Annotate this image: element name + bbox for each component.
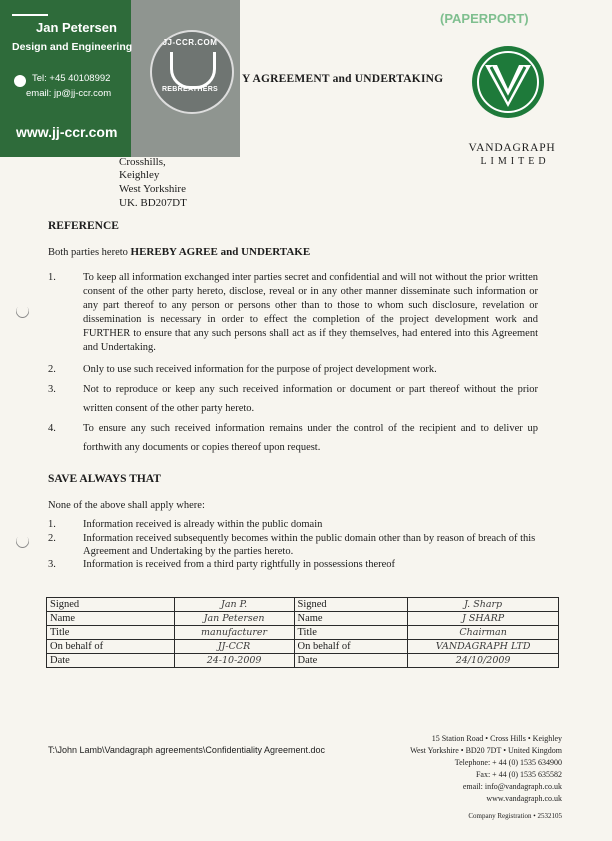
horseshoe-icon <box>170 52 216 89</box>
clause-text: To ensure any such received information remains under the control of the recipient and to deliver up forthwith any documents or copies thereof upon request. <box>83 423 538 453</box>
left-title-value: manufacturer <box>174 626 294 640</box>
exception-number: 1. <box>48 519 56 530</box>
clause-number: 4. <box>48 423 56 434</box>
footer-telephone: Telephone: + 44 (0) 1535 634900 <box>454 758 562 767</box>
exception-item <box>48 518 548 531</box>
left-date-value: 24-10-2009 <box>174 654 294 668</box>
clause-item <box>48 271 538 353</box>
signature-table <box>46 597 559 668</box>
card-subtitle: Design and Engineering <box>12 41 133 53</box>
intro-sentence <box>48 246 310 258</box>
right-name-value: J SHARP <box>408 612 559 626</box>
clause-item <box>48 363 538 377</box>
address-line: Crosshills, <box>119 156 166 168</box>
badge-top-text: JJ-CCR.COM <box>162 38 218 47</box>
address-line: UK. BD207DT <box>119 197 187 209</box>
right-signature: J. Sharp <box>408 598 559 612</box>
clause-text: Not to reproduce or keep any such received information or document or part thereof without the prior written consent of the other party hereto. <box>83 384 538 414</box>
save-always-heading: SAVE ALWAYS THAT <box>48 473 161 485</box>
file-path: T:\John Lamb\Vandagraph agreements\Confidentiality Agreement.doc <box>48 745 326 755</box>
name-row <box>47 612 559 626</box>
exception-text: Information is received from a third party rightfully in possessions thereof <box>83 559 396 570</box>
clause-item <box>48 419 538 453</box>
left-label: Date <box>47 654 175 668</box>
signature-row <box>47 598 559 612</box>
footer-address-line: West Yorkshire • BD20 7DT • United Kingdom <box>410 746 562 755</box>
left-label: Name <box>47 612 175 626</box>
exception-number: 3. <box>48 559 56 570</box>
card-name: Jan Petersen <box>36 20 117 35</box>
business-card-sticker <box>0 0 240 157</box>
left-name-value: Jan Petersen <box>174 612 294 626</box>
hole-punch-mark <box>14 75 26 87</box>
right-date-value: 24/10/2009 <box>408 654 559 668</box>
punch-hole-mark <box>13 532 31 550</box>
right-label: Title <box>294 626 408 640</box>
left-label: Signed <box>47 598 175 612</box>
exception-text: Information received subsequently becomes within the public domain other than by reason of breach of this Agreement and Undertaking by the parties hereto. <box>83 533 536 557</box>
footer-registration: Company Registration • 2532105 <box>468 812 562 820</box>
card-email: email: jp@jj-ccr.com <box>26 88 112 99</box>
right-behalf-value: VANDAGRAPH LTD <box>408 640 559 654</box>
footer-fax: Fax: + 44 (0) 1535 635582 <box>475 770 562 779</box>
right-label: Date <box>294 654 408 668</box>
card-telephone: Tel: +45 40108992 <box>32 73 111 84</box>
footer-website: www.vandagraph.co.uk <box>486 794 562 803</box>
sticker-dash <box>12 14 48 16</box>
footer-address-line: 15 Station Road • Cross Hills • Keighley <box>431 734 562 743</box>
right-label: On behalf of <box>294 640 408 654</box>
right-title-value: Chairman <box>408 626 559 640</box>
card-website: www.jj-ccr.com <box>16 124 118 140</box>
punch-hole-mark <box>13 302 31 320</box>
clause-number: 3. <box>48 384 56 395</box>
vandagraph-logo-icon <box>471 45 545 119</box>
behalf-row <box>47 640 559 654</box>
company-suffix: LIMITED <box>480 156 550 167</box>
exception-item <box>48 532 548 558</box>
intro-emphasis: HEREBY AGREE and UNDERTAKE <box>130 246 311 258</box>
clause-text: Only to use such received information for the purpose of project development work. <box>83 364 437 375</box>
intro-prefix: Both parties hereto <box>48 247 131 258</box>
title-row <box>47 626 559 640</box>
clause-number: 2. <box>48 364 56 375</box>
paperport-stamp: (PAPERPORT) <box>440 11 529 26</box>
left-label: Title <box>47 626 175 640</box>
left-behalf-value: JJ-CCR <box>174 640 294 654</box>
left-label: On behalf of <box>47 640 175 654</box>
left-signature: Jan P. <box>174 598 294 612</box>
right-label: Name <box>294 612 408 626</box>
clause-item <box>48 380 538 414</box>
exception-item <box>48 558 548 571</box>
reference-heading: REFERENCE <box>48 220 119 232</box>
date-row <box>47 654 559 668</box>
footer-email: email: info@vandagraph.co.uk <box>462 782 562 791</box>
address-line: Keighley <box>119 169 160 181</box>
exception-text: Information received is already within the public domain <box>83 519 323 530</box>
exceptions-intro: None of the above shall apply where: <box>48 500 205 511</box>
exception-number: 2. <box>48 533 56 544</box>
address-line: West Yorkshire <box>119 183 186 195</box>
clause-number: 1. <box>48 272 56 283</box>
clause-text: To keep all information exchanged inter parties secret and confidential and will not without the prior written consent of the other party hereto, disclose, reveal or in any other manner disseminate such information or any part thereof to any person or persons other than to those to whom such disclosure, revelation or dissemination is necessary in order to effect the completion of the project development work and FURTHER to ensure that any such persons shall act as if they themselves, had entered into this Agreement and Undertaking. <box>83 272 538 353</box>
badge-bottom-text: REBREATHERS <box>161 86 219 93</box>
company-name: VANDAGRAPH <box>468 142 556 154</box>
right-label: Signed <box>294 598 408 612</box>
document-title: Y AGREEMENT and UNDERTAKING <box>242 73 444 85</box>
